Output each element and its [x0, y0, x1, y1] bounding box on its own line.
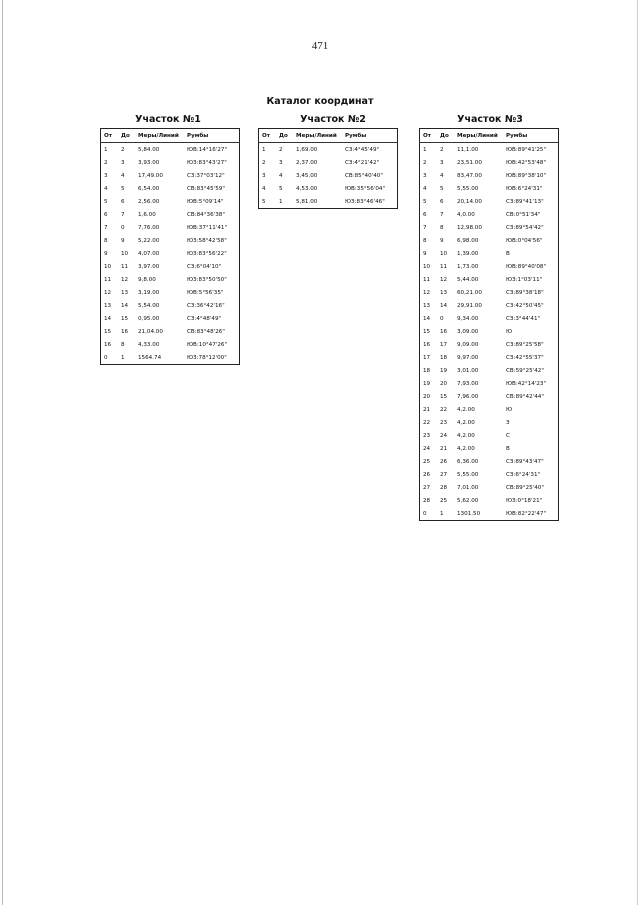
cell-from: 3	[104, 172, 108, 179]
cell-length: 3,01.00	[457, 367, 479, 374]
table-row	[259, 195, 398, 209]
coordinates-table-section-2	[258, 128, 398, 209]
cell-length: 4,2.00	[457, 419, 475, 426]
cell-length: 9,09.00	[457, 341, 479, 348]
cell-to: 12	[440, 276, 448, 283]
cell-rumb: СЗ:4°21'42"	[345, 159, 380, 166]
cell-from: 11	[423, 276, 431, 283]
cell-to: 11	[440, 263, 448, 270]
cell-from: 19	[423, 380, 431, 387]
table-row	[420, 507, 559, 521]
cell-from: 8	[423, 237, 427, 244]
cell-rumb: ЮВ:89°41'25"	[506, 146, 547, 153]
cell-to: 23	[440, 419, 448, 426]
cell-length: 1,39.00	[457, 250, 479, 257]
cell-from: 21	[423, 406, 431, 413]
cell-length: 3,45.00	[296, 172, 318, 179]
table-row	[420, 312, 559, 325]
cell-to: 0	[121, 224, 125, 231]
cell-to: 15	[121, 315, 129, 322]
cell-from: 1	[104, 146, 108, 153]
cell-length: 2,56.00	[138, 198, 160, 205]
cell-rumb: СЗ:42°50'45"	[506, 302, 544, 309]
cell-from: 16	[104, 341, 112, 348]
cell-from: 2	[262, 159, 266, 166]
table-row	[420, 468, 559, 481]
table-row	[420, 325, 559, 338]
cell-from: 20	[423, 393, 431, 400]
cell-from: 5	[262, 198, 266, 205]
cell-from: 3	[262, 172, 266, 179]
cell-from: 4	[423, 185, 427, 192]
cell-length: 17,49.00	[138, 172, 163, 179]
cell-to: 25	[440, 497, 448, 504]
column-header-length: Меры/Линий	[293, 129, 342, 143]
cell-to: 2	[440, 146, 444, 153]
table-row	[420, 455, 559, 468]
table-row	[101, 338, 240, 351]
cell-rumb: ЮВ:6°24'31"	[506, 185, 543, 192]
cell-to: 13	[440, 289, 448, 296]
cell-length: 5,44.00	[457, 276, 479, 283]
column-header-from: От	[259, 129, 277, 143]
table-row	[101, 208, 240, 221]
cell-length: 9,34.00	[457, 315, 479, 322]
cell-length: 6,36.00	[457, 458, 479, 465]
table-row	[420, 377, 559, 390]
coordinates-table-section-3	[419, 128, 559, 521]
cell-rumb: ЮЗ:58°42'58"	[187, 237, 227, 244]
table-row	[420, 286, 559, 299]
cell-rumb: СВ:84°36'38"	[187, 211, 225, 218]
cell-length: 9,8.00	[138, 276, 156, 283]
cell-rumb: ЮВ:89°40'08"	[506, 263, 547, 270]
cell-from: 1	[262, 146, 266, 153]
cell-from: 0	[104, 354, 108, 361]
table-row	[420, 364, 559, 377]
cell-length: 12,98.00	[457, 224, 482, 231]
cell-length: 1,69.00	[296, 146, 318, 153]
page-number: 471	[311, 40, 329, 52]
cell-length: 3,19.00	[138, 289, 160, 296]
cell-rumb: ЮЗ:0°18'21"	[506, 497, 543, 504]
cell-to: 3	[440, 159, 444, 166]
table-row	[101, 260, 240, 273]
cell-length: 7,76.00	[138, 224, 160, 231]
cell-length: 60,21.00	[457, 289, 482, 296]
table-row	[420, 260, 559, 273]
cell-to: 0	[440, 315, 444, 322]
cell-to: 2	[279, 146, 283, 153]
cell-to: 16	[121, 328, 129, 335]
cell-rumb: СЗ:4°48'49"	[187, 315, 222, 322]
column-header-rumb: Румбы	[342, 129, 398, 143]
table-row	[420, 351, 559, 364]
table-row	[101, 169, 240, 182]
table-row	[420, 169, 559, 182]
table-row	[101, 286, 240, 299]
column-header-rumb: Румбы	[503, 129, 559, 143]
cell-from: 15	[104, 328, 112, 335]
cell-to: 2	[121, 146, 125, 153]
cell-to: 8	[440, 224, 444, 231]
cell-to: 7	[440, 211, 444, 218]
cell-rumb: ЮЗ:83°56'22"	[187, 250, 227, 257]
cell-to: 12	[121, 276, 129, 283]
cell-to: 8	[121, 341, 125, 348]
cell-to: 24	[440, 432, 448, 439]
cell-length: 4,53.00	[296, 185, 318, 192]
table-row	[101, 312, 240, 325]
cell-length: 0,95.00	[138, 315, 160, 322]
table-row	[101, 299, 240, 312]
column-header-length: Меры/Линий	[135, 129, 184, 143]
column-header-from: От	[420, 129, 438, 143]
cell-rumb: ЮВ:35°56'04"	[345, 185, 386, 192]
column-header-from: От	[101, 129, 119, 143]
column-header-to: До	[276, 129, 293, 143]
table-row	[101, 221, 240, 234]
table-row	[420, 416, 559, 429]
table-row	[101, 195, 240, 208]
cell-from: 12	[423, 289, 431, 296]
cell-to: 1	[279, 198, 283, 205]
cell-from: 27	[423, 484, 431, 491]
cell-length: 5,54.00	[138, 302, 160, 309]
cell-to: 3	[279, 159, 283, 166]
table-row	[259, 169, 398, 182]
cell-rumb: СЗ:4°45'49"	[345, 146, 380, 153]
cell-rumb: Ю	[506, 406, 513, 413]
cell-from: 17	[423, 354, 431, 361]
cell-length: 7,93.00	[457, 380, 479, 387]
cell-from: 14	[104, 315, 112, 322]
cell-length: 5,55.00	[457, 185, 479, 192]
cell-length: 1301.50	[457, 510, 481, 517]
cell-to: 5	[121, 185, 125, 192]
cell-rumb: ЮВ:5°56'35"	[187, 289, 224, 296]
cell-length: 5,22.00	[138, 237, 160, 244]
section-title-2: Участок №2	[300, 114, 366, 125]
cell-length: 5,81.00	[296, 198, 318, 205]
table-row	[420, 182, 559, 195]
cell-from: 22	[423, 419, 431, 426]
cell-rumb: С	[506, 432, 510, 439]
cell-from: 23	[423, 432, 431, 439]
cell-from: 6	[104, 211, 108, 218]
cell-to: 7	[121, 211, 125, 218]
catalog-title: Каталог координат	[266, 96, 374, 107]
cell-from: 13	[423, 302, 431, 309]
cell-length: 11,1.00	[457, 146, 479, 153]
cell-to: 3	[121, 159, 125, 166]
cell-from: 13	[104, 302, 112, 309]
cell-rumb: СЗ:89°38'18"	[506, 289, 544, 296]
cell-rumb: СВ:83°45'59"	[187, 185, 225, 192]
column-header-to: До	[437, 129, 454, 143]
table-row	[101, 351, 240, 365]
cell-length: 1,6.00	[138, 211, 156, 218]
cell-to: 22	[440, 406, 448, 413]
table-row	[420, 247, 559, 260]
table-row	[420, 429, 559, 442]
cell-rumb: СЗ:37°03'12"	[187, 172, 225, 179]
cell-length: 20,14.00	[457, 198, 482, 205]
cell-to: 9	[121, 237, 125, 244]
table-row	[420, 338, 559, 351]
cell-length: 83,47.00	[457, 172, 482, 179]
cell-rumb: Ю	[506, 328, 513, 335]
table-row	[101, 325, 240, 338]
cell-rumb: ЮЗ:83°46'46"	[345, 198, 385, 205]
table-header-row	[420, 129, 559, 143]
cell-length: 5,84.00	[138, 146, 160, 153]
cell-rumb: СЗ:89°25'58"	[506, 341, 544, 348]
cell-rumb: ЮВ:10°47'26"	[187, 341, 228, 348]
cell-length: 5,62.00	[457, 497, 479, 504]
cell-length: 1564.74	[138, 354, 162, 361]
cell-rumb: СЗ:36°42'16"	[187, 302, 225, 309]
cell-rumb: ЮВ:42°53'48"	[506, 159, 547, 166]
cell-rumb: СЗ:89°41'13"	[506, 198, 544, 205]
cell-length: 9,97.00	[457, 354, 479, 361]
cell-to: 28	[440, 484, 448, 491]
table-row	[420, 234, 559, 247]
cell-rumb: СЗ:6°04'10"	[187, 263, 222, 270]
table-row	[101, 182, 240, 195]
cell-length: 3,09.00	[457, 328, 479, 335]
cell-rumb: В	[506, 250, 510, 257]
table-row	[101, 143, 240, 157]
cell-from: 14	[423, 315, 431, 322]
cell-to: 13	[121, 289, 129, 296]
cell-to: 1	[121, 354, 125, 361]
table-row	[101, 234, 240, 247]
table-row	[420, 195, 559, 208]
cell-from: 6	[423, 211, 427, 218]
cell-from: 1	[423, 146, 427, 153]
cell-from: 10	[423, 263, 431, 270]
cell-from: 4	[104, 185, 108, 192]
cell-from: 0	[423, 510, 427, 517]
table-header-row	[101, 129, 240, 143]
cell-from: 4	[262, 185, 266, 192]
table-row	[420, 143, 559, 157]
cell-from: 10	[104, 263, 112, 270]
cell-rumb: ЮВ:0°04'56"	[506, 237, 543, 244]
cell-to: 14	[121, 302, 129, 309]
cell-to: 11	[121, 263, 129, 270]
cell-from: 28	[423, 497, 431, 504]
cell-rumb: СВ:59°25'42"	[506, 367, 544, 374]
cell-rumb: СВ:85°40'40"	[345, 172, 383, 179]
cell-length: 4,07.00	[138, 250, 160, 257]
cell-rumb: СВ:0°51'34"	[506, 211, 541, 218]
cell-rumb: ЮВ:5°09'14"	[187, 198, 224, 205]
cell-rumb: ЮВ:37°11'41"	[187, 224, 228, 231]
cell-rumb: ЮЗ:83°43'27"	[187, 159, 227, 166]
cell-length: 1,73.00	[457, 263, 479, 270]
cell-rumb: СВ:83°48'26"	[187, 328, 225, 335]
cell-to: 19	[440, 367, 448, 374]
cell-to: 4	[279, 172, 283, 179]
cell-to: 1	[440, 510, 444, 517]
cell-to: 17	[440, 341, 448, 348]
section-title-1: Участок №1	[135, 114, 201, 125]
cell-from: 26	[423, 471, 431, 478]
cell-length: 4,33.00	[138, 341, 160, 348]
cell-rumb: ЮЗ:1°03'11"	[506, 276, 543, 283]
cell-rumb: ЮВ:14°16'27"	[187, 146, 228, 153]
table-header-row	[259, 129, 398, 143]
cell-to: 4	[121, 172, 125, 179]
column-header-rumb: Румбы	[184, 129, 240, 143]
cell-length: 3,93.00	[138, 159, 160, 166]
cell-rumb: ЮВ:42°14'23"	[506, 380, 547, 387]
cell-length: 3,97.00	[138, 263, 160, 270]
cell-from: 5	[423, 198, 427, 205]
cell-to: 6	[440, 198, 444, 205]
cell-to: 21	[440, 445, 448, 452]
table-row	[420, 221, 559, 234]
cell-to: 4	[440, 172, 444, 179]
cell-from: 2	[423, 159, 427, 166]
table-row	[420, 494, 559, 507]
cell-rumb: В	[506, 445, 510, 452]
cell-length: 4,0.00	[457, 211, 475, 218]
cell-from: 11	[104, 276, 112, 283]
cell-to: 18	[440, 354, 448, 361]
cell-from: 24	[423, 445, 431, 452]
table-row	[420, 208, 559, 221]
cell-to: 20	[440, 380, 448, 387]
scan-edge-right	[637, 0, 638, 905]
cell-to: 15	[440, 393, 448, 400]
section-title-3: Участок №3	[457, 114, 523, 125]
table-row	[420, 481, 559, 494]
cell-rumb: СВ:89°25'40"	[506, 484, 544, 491]
cell-length: 7,96.00	[457, 393, 479, 400]
cell-to: 27	[440, 471, 448, 478]
table-row	[259, 156, 398, 169]
cell-to: 9	[440, 237, 444, 244]
cell-from: 7	[104, 224, 108, 231]
cell-to: 6	[121, 198, 125, 205]
cell-rumb: СЗ:3°44'41"	[506, 315, 541, 322]
cell-from: 7	[423, 224, 427, 231]
table-row	[101, 247, 240, 260]
cell-to: 5	[440, 185, 444, 192]
column-header-length: Меры/Линий	[454, 129, 503, 143]
cell-rumb: СВ:89°42'44"	[506, 393, 544, 400]
cell-rumb: СЗ:89°43'47"	[506, 458, 544, 465]
coordinates-table-section-1	[100, 128, 240, 365]
cell-rumb: ЮЗ:78°12'00"	[187, 354, 227, 361]
cell-rumb: ЮЗ:83°50'50"	[187, 276, 227, 283]
table-row	[101, 156, 240, 169]
table-row	[420, 390, 559, 403]
cell-rumb: СЗ:6°24'31"	[506, 471, 541, 478]
cell-from: 16	[423, 341, 431, 348]
cell-from: 2	[104, 159, 108, 166]
cell-from: 3	[423, 172, 427, 179]
cell-from: 5	[104, 198, 108, 205]
table-row	[420, 156, 559, 169]
cell-to: 16	[440, 328, 448, 335]
cell-length: 4,2.00	[457, 445, 475, 452]
cell-from: 12	[104, 289, 112, 296]
cell-length: 4,2.00	[457, 432, 475, 439]
table-row	[259, 182, 398, 195]
cell-length: 29,91.00	[457, 302, 482, 309]
cell-length: 6,54.00	[138, 185, 160, 192]
scan-edge-left	[2, 0, 3, 905]
cell-to: 5	[279, 185, 283, 192]
cell-from: 9	[423, 250, 427, 257]
cell-rumb: ЮВ:89°38'10"	[506, 172, 547, 179]
cell-length: 4,2.00	[457, 406, 475, 413]
table-row	[420, 299, 559, 312]
cell-to: 14	[440, 302, 448, 309]
table-row	[420, 403, 559, 416]
cell-length: 7,01.00	[457, 484, 479, 491]
cell-to: 10	[440, 250, 448, 257]
cell-length: 5,55.00	[457, 471, 479, 478]
table-row	[420, 273, 559, 286]
cell-from: 25	[423, 458, 431, 465]
column-header-to: До	[118, 129, 135, 143]
table-row	[101, 273, 240, 286]
cell-rumb: ЮВ:82°22'47"	[506, 510, 547, 517]
cell-from: 8	[104, 237, 108, 244]
cell-length: 23,51.00	[457, 159, 482, 166]
cell-length: 21,04.00	[138, 328, 163, 335]
table-row	[420, 442, 559, 455]
cell-length: 6,98.00	[457, 237, 479, 244]
cell-from: 15	[423, 328, 431, 335]
cell-to: 26	[440, 458, 448, 465]
cell-from: 9	[104, 250, 108, 257]
cell-rumb: СЗ:89°54'42"	[506, 224, 544, 231]
cell-from: 18	[423, 367, 431, 374]
table-row	[259, 143, 398, 157]
cell-length: 2,37.00	[296, 159, 318, 166]
cell-rumb: З	[506, 419, 510, 426]
cell-rumb: СЗ:42°55'37"	[506, 354, 544, 361]
cell-to: 10	[121, 250, 129, 257]
